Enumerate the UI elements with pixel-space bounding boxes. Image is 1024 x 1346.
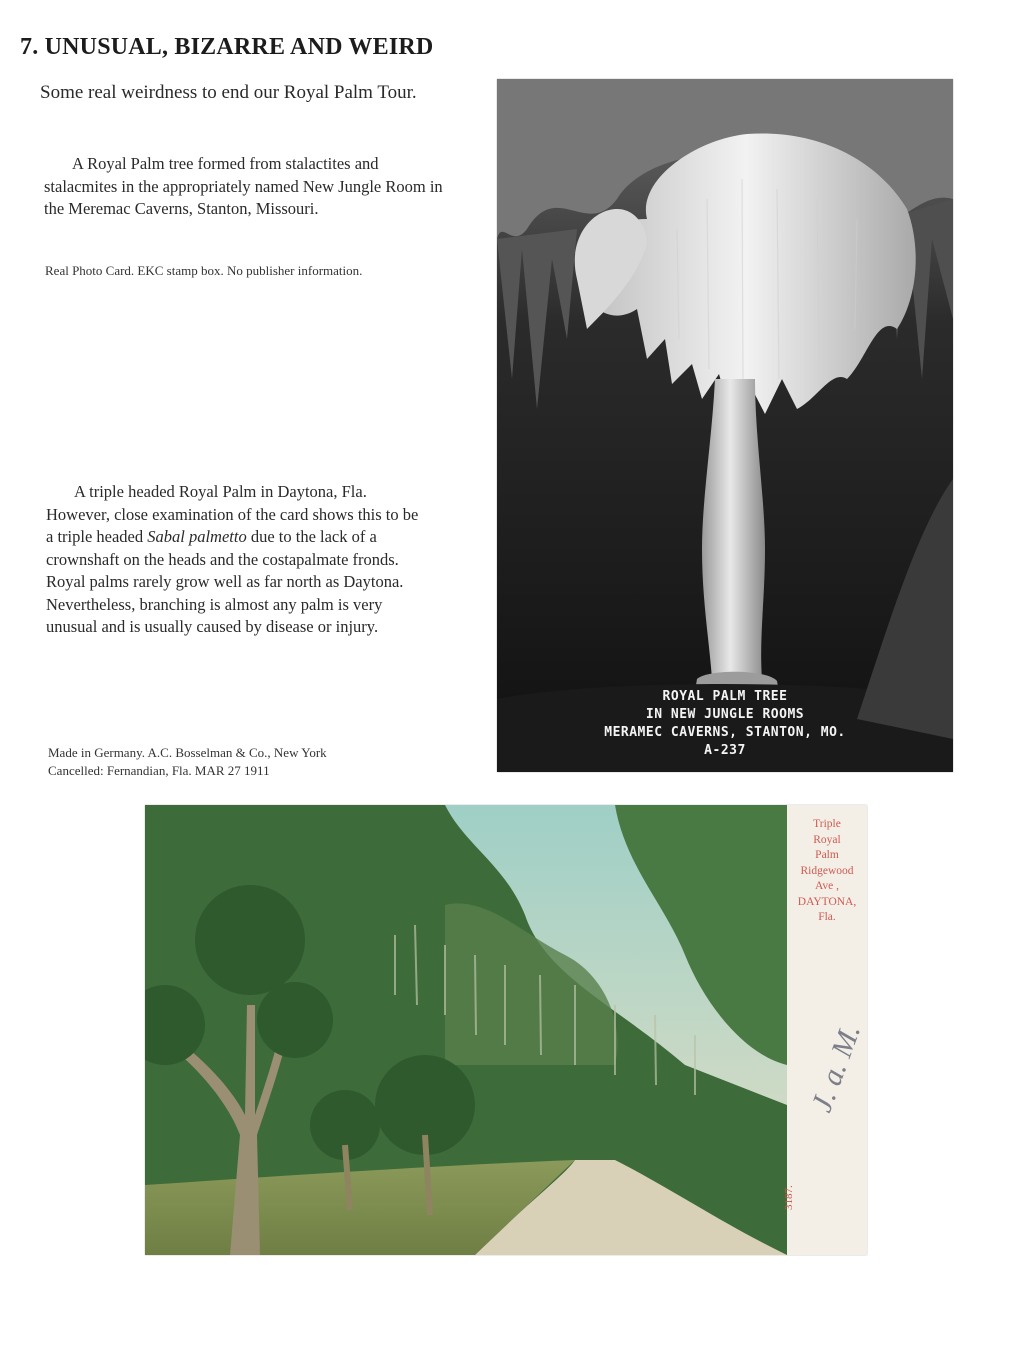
postcard-title-line-3: Palm — [815, 849, 839, 861]
cave-description — [44, 153, 454, 221]
palm-card-details — [48, 744, 327, 780]
palm-description-part2: due to the lack of a crownshaft on the heads and the costapalmate fronds. Royal palms rarely grow well as far north as Daytona. Nevertheless, branching is almost any palm is very unusual and is usually caused by disease or injury. — [46, 527, 404, 636]
species-name: Sabal palmetto — [147, 527, 247, 546]
cave-photo — [497, 79, 953, 772]
postcard-title — [787, 817, 867, 926]
intro-text: Some real weirdness to end our Royal Palm Tour. — [40, 82, 417, 103]
postcard-title-line-5: Ave , — [814, 880, 840, 892]
postcard-number: 3187. — [783, 1185, 795, 1210]
cave-card-details: Real Photo Card. EKC stamp box. No publisher information. — [45, 263, 363, 278]
postcard-title-line-6: DAYTONA, — [797, 895, 857, 908]
palm-description — [46, 481, 426, 639]
postcard-title-line-2: Royal — [813, 833, 841, 846]
palm-card-publisher: Made in Germany. A.C. Bosselman & Co., New York — [48, 745, 327, 760]
postcard-title-line-1: Triple — [813, 818, 841, 830]
cave-caption-line-3: MERAMEC CAVERNS, STANTON, MO. — [604, 725, 846, 740]
handwritten-initials: J. a. M. — [805, 1019, 867, 1117]
palm-card-cancellation: Cancelled: Fernandian, Fla. MAR 27 1911 — [48, 763, 270, 778]
palm-description-text — [46, 481, 426, 639]
postcard-title-line-7: Fla. — [818, 911, 836, 923]
cave-caption-line-1: ROYAL PALM TREE — [662, 689, 788, 704]
palm-illustration — [145, 805, 787, 1255]
palm-description-part1: A triple headed Royal Palm in Daytona, Fla. However, close examination of the card shows this to be a triple headed — [46, 482, 419, 546]
page-title: 7. UNUSUAL, BIZARRE AND WEIRD — [20, 34, 434, 60]
postcard-title-line-4: Ridgewood — [800, 864, 854, 877]
daytona-postcard — [145, 805, 867, 1255]
cave-caption — [497, 688, 953, 760]
cave-photo-card — [497, 79, 953, 772]
cave-description-text: A Royal Palm tree formed from stalactites and stalacmites in the appropriately named New Jungle Room in the Meremac Caverns, Stanton, Missouri. — [44, 154, 443, 218]
cave-caption-line-4: A-237 — [704, 743, 746, 758]
cave-caption-line-2: IN NEW JUNGLE ROOMS — [645, 707, 805, 722]
